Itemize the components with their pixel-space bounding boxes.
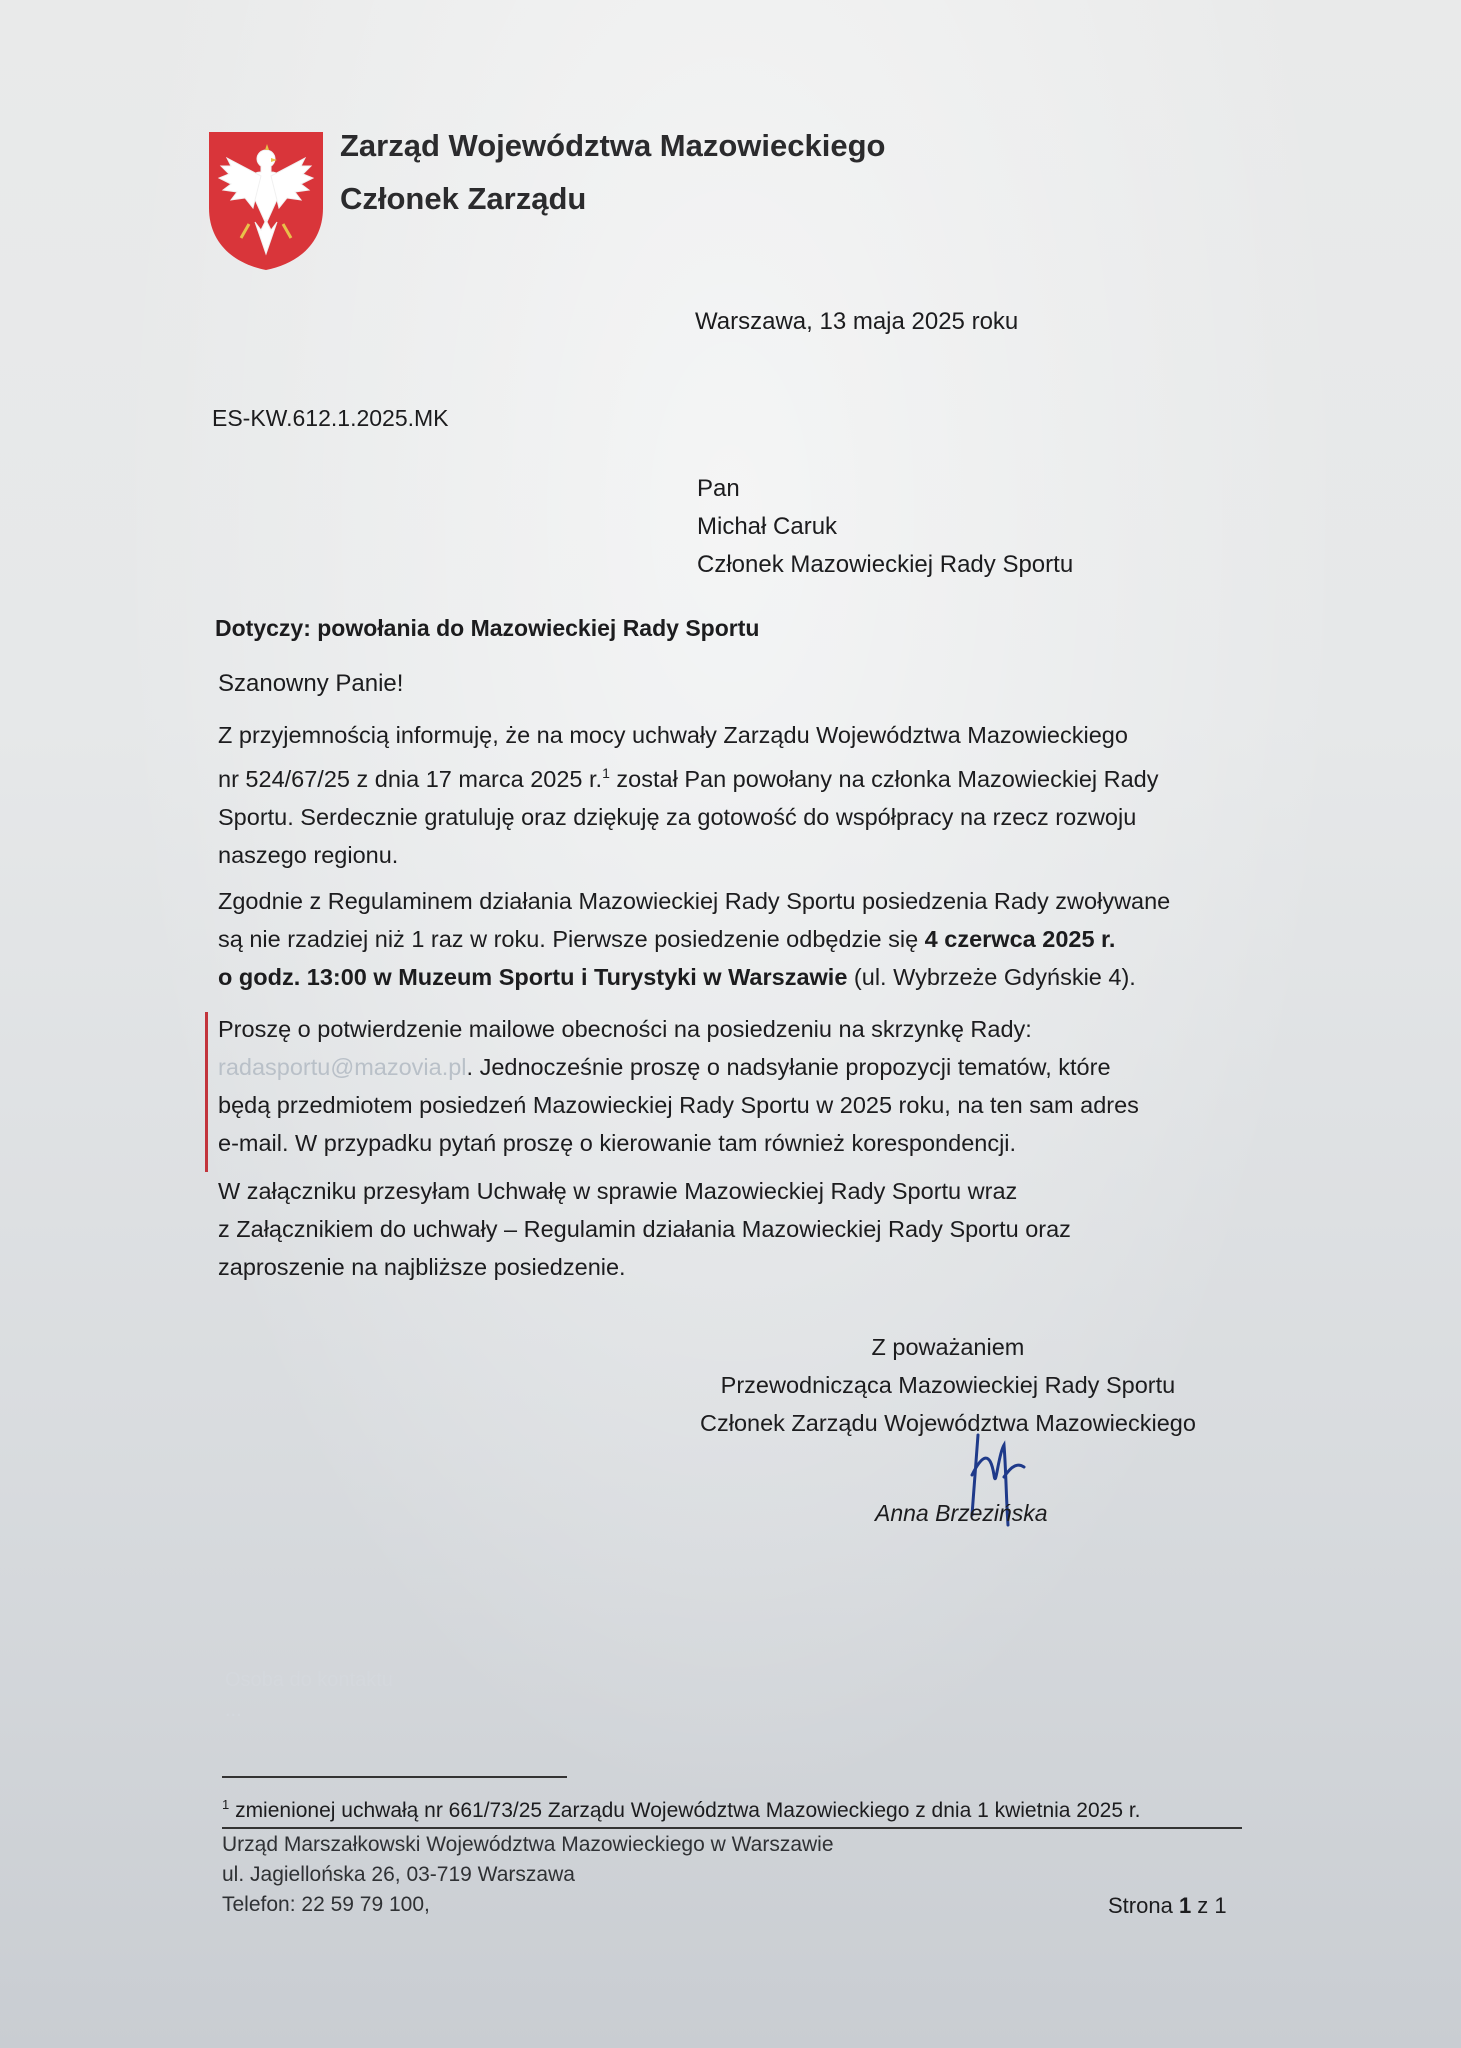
footnote-text — [222, 1797, 1141, 1823]
paragraph-line: Zgodnie z Regulaminem działania Mazowieckiej Rady Sportu posiedzenia Rady zwoływane — [218, 888, 1171, 914]
current-page: 1 — [1178, 1893, 1192, 1918]
text-span: są nie rzadziej niż 1 raz w roku. Pierwsze posiedzenie odbędzie się — [218, 926, 925, 952]
contact-heading: Osoba do kontaktu — [225, 1669, 393, 1691]
paragraph-line: W załączniku przesyłam Uchwałę w sprawie Mazowieckiej Rady Sportu wraz — [218, 1178, 1018, 1204]
paragraph-meeting — [218, 882, 1258, 996]
text-span: . Jednocześnie proszę o nadsyłanie propozycji tematów, które — [466, 1054, 1111, 1080]
paragraph-line: Sportu. Serdecznie gratuluję oraz dziękuję za gotowość do współpracy na rzecz rozwoju — [218, 803, 1137, 830]
mazovia-crest-icon — [205, 128, 327, 272]
addressee-block — [697, 470, 1073, 584]
paragraph-line: naszego regionu. — [218, 841, 399, 868]
reference-number: ES-KW.612.1.2025.MK — [212, 405, 449, 431]
signer-position: Członek Zarządu Województwa Mazowieckiego — [700, 1410, 1196, 1436]
meeting-date: 4 czerwca 2025 r. — [924, 926, 1116, 952]
paragraph-line: Proszę o potwierdzenie mailowe obecności na posiedzeniu na skrzynkę Rady: — [218, 1016, 1032, 1042]
paragraph-line: z Załącznikiem do uchwały – Regulamin działania Mazowieckiej Rady Sportu oraz — [218, 1216, 1071, 1242]
footer-office: Urząd Marszałkowski Województwa Mazowieckiego w Warszawie — [222, 1833, 834, 1856]
text-span: z — [1191, 1893, 1215, 1918]
text-span: Strona — [1108, 1893, 1179, 1918]
closing-salutation: Z poważaniem — [871, 1334, 1025, 1360]
signer-name: Anna Brzezińska — [875, 1500, 1048, 1526]
org-name: Zarząd Województwa Mazowieckiego — [340, 128, 886, 163]
footer-phone: Telefon: 22 59 79 100, — [222, 1893, 430, 1916]
footnote-mark: 1 — [222, 1797, 230, 1812]
paragraph-line — [218, 754, 1258, 798]
greeting: Szanowny Panie! — [218, 670, 404, 697]
paragraph-line: zaproszenie na najbliższe posiedzenie. — [218, 1254, 626, 1280]
footer-divider — [222, 1827, 1242, 1829]
contact-block — [225, 1665, 393, 1725]
footnote-divider — [222, 1776, 567, 1778]
addressee-role: Członek Mazowieckiej Rady Sportu — [697, 551, 1074, 578]
margin-bar — [205, 1012, 208, 1172]
org-role: Członek Zarządu — [340, 181, 587, 216]
paragraph-line: Z przyjemnością informuję, że na mocy uchwały Zarządu Województwa Mazowieckiego — [218, 722, 1128, 748]
text-span: został Pan powołany na członka Mazowieckiej Rady — [609, 765, 1159, 792]
paragraph-line — [218, 1048, 1258, 1086]
page-number — [1108, 1893, 1227, 1919]
contact-details: ... — [225, 1699, 242, 1721]
footer-address — [222, 1830, 834, 1920]
text-span: zmienionej uchwałą nr 661/73/25 Zarządu Województwa Mazowieckiego z dnia 1 kwietnia 2025 r. — [229, 1799, 1141, 1822]
total-pages: 1 — [1214, 1893, 1227, 1918]
footer-street: ul. Jagiellońska 26, 03-719 Warszawa — [222, 1863, 575, 1886]
signer-title: Przewodnicząca Mazowieckiej Rady Sportu — [720, 1372, 1176, 1398]
closing-block — [700, 1328, 1196, 1442]
paragraph-appointment — [218, 716, 1258, 874]
addressee-salutation: Pan — [697, 475, 740, 502]
paragraph-line: będą przedmiotem posiedzeń Mazowieckiej Rady Sportu w 2025 roku, na ten sam adres — [218, 1092, 1139, 1118]
footnote-mark: 1 — [602, 765, 610, 781]
paragraph-confirmation — [218, 1010, 1258, 1162]
paragraph-attachments — [218, 1172, 1258, 1286]
subject-line: Dotyczy: powołania do Mazowieckiej Rady Sportu — [215, 615, 760, 641]
text-span: (ul. Wybrzeże Gdyńskie 4). — [847, 964, 1136, 990]
paragraph-line: e-mail. W przypadku pytań proszę o kierowanie tam również korespondencji. — [218, 1130, 1017, 1156]
email-link[interactable]: radasportu@mazovia.pl — [218, 1054, 467, 1080]
addressee-name: Michał Caruk — [697, 513, 838, 540]
paragraph-line — [218, 958, 1258, 996]
paragraph-line — [218, 920, 1258, 958]
meeting-time-place: o godz. 13:00 w Muzeum Sportu i Turystyki w Warszawie — [218, 964, 848, 990]
text-span: nr 524/67/25 z dnia 17 marca 2025 r. — [218, 765, 603, 792]
letter-date: Warszawa, 13 maja 2025 roku — [695, 308, 1019, 335]
